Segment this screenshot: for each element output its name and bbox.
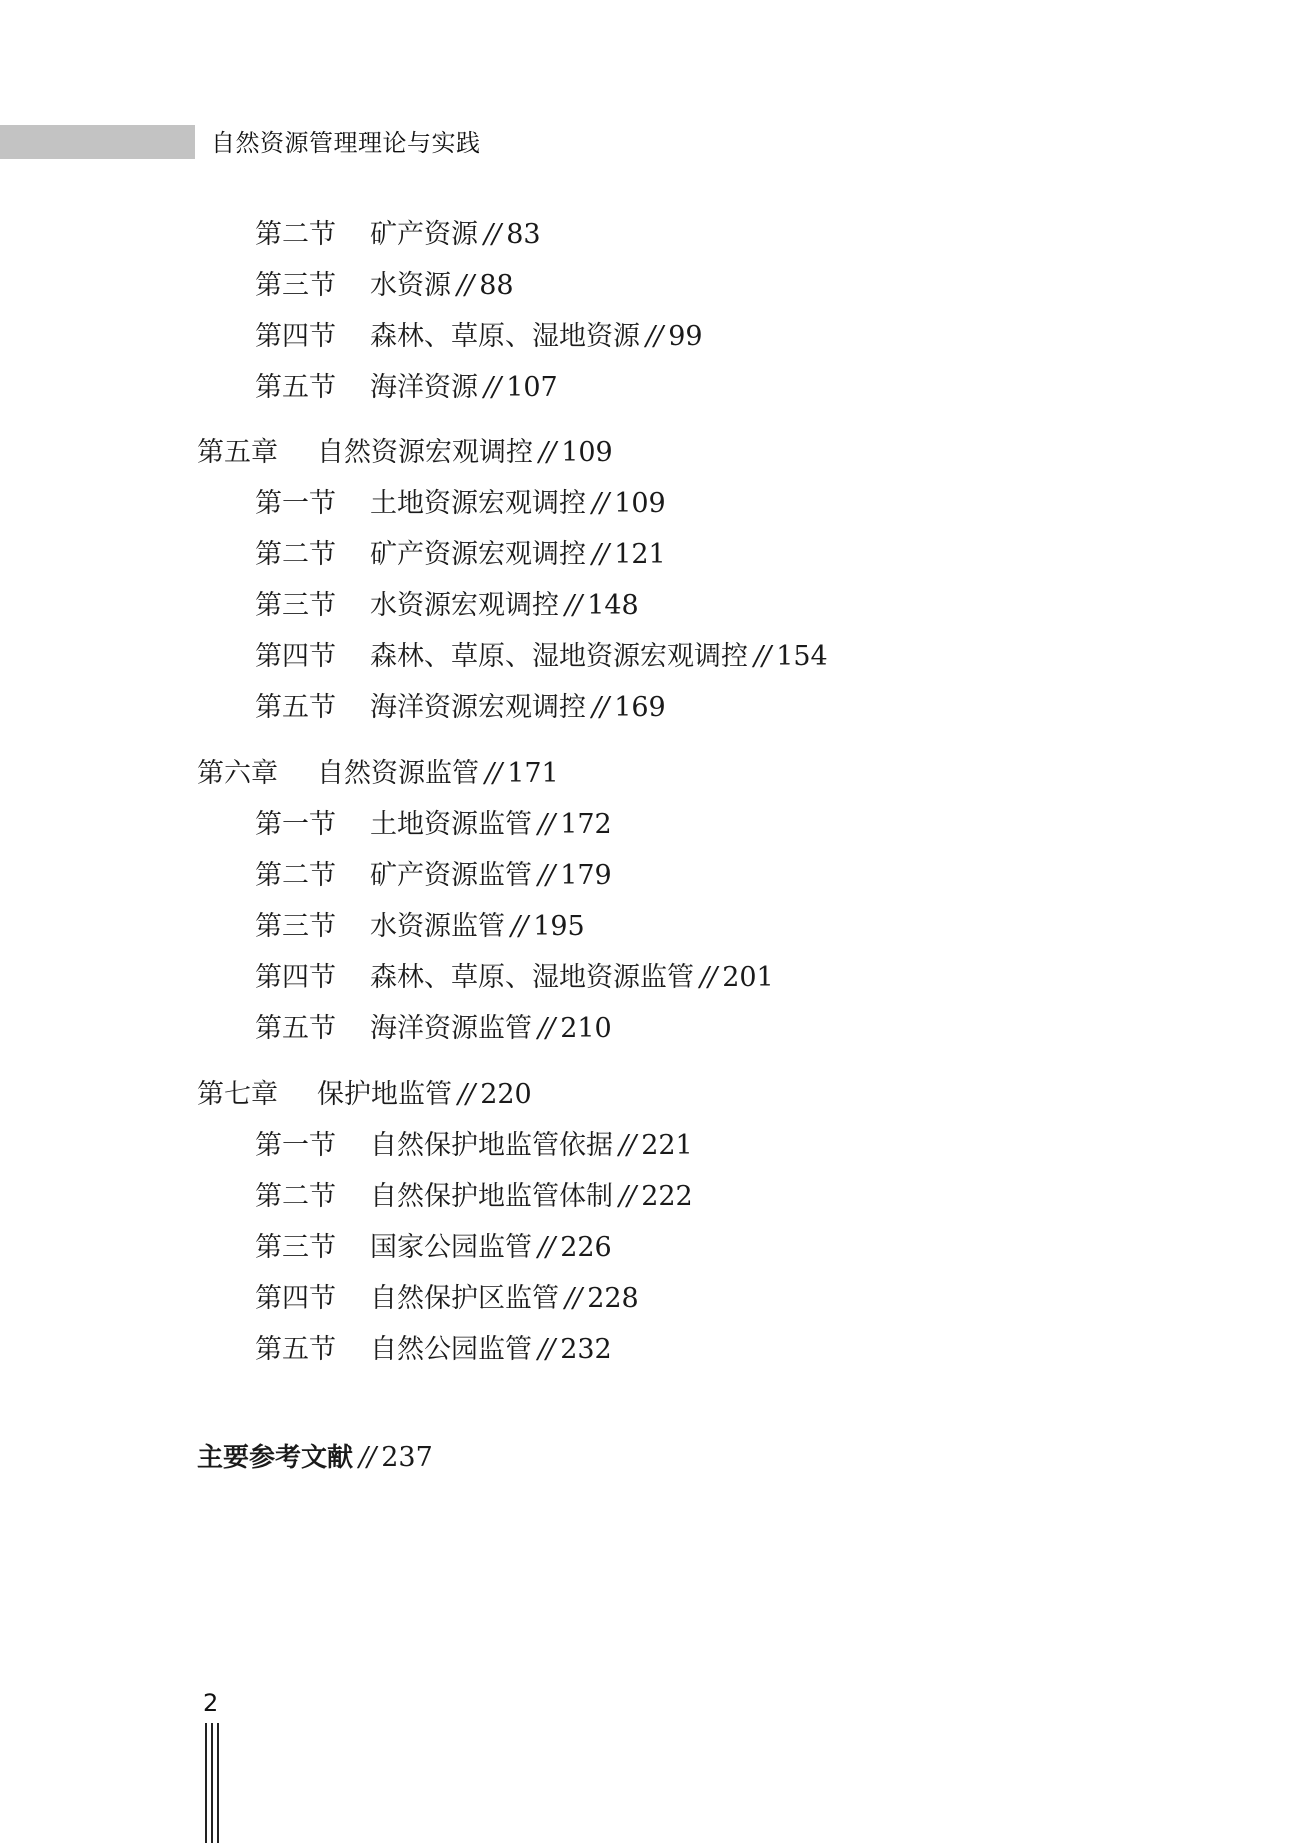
toc-entry-page: 195 — [533, 911, 585, 942]
toc-section-entry[interactable] — [255, 589, 639, 623]
toc-entry-separator: // — [538, 860, 555, 891]
toc-section-entry[interactable] — [255, 691, 666, 725]
toc-entry-label: 第四节 — [255, 962, 336, 993]
toc-entry-title: 海洋资源宏观调控 — [370, 692, 586, 723]
toc-section-entry[interactable] — [255, 1282, 639, 1316]
toc-entry-page: 109 — [614, 488, 666, 519]
toc-entry-page: 107 — [506, 372, 558, 403]
header-gray-bar — [0, 125, 195, 159]
toc-entry-separator: // — [511, 911, 528, 942]
toc-section-entry[interactable] — [255, 1129, 693, 1163]
page-edge-line — [211, 1723, 213, 1843]
toc-section-entry[interactable] — [255, 1231, 612, 1265]
toc-chapter-entry[interactable] — [197, 1078, 532, 1112]
toc-entry-title: 自然保护区监管 — [370, 1283, 559, 1314]
toc-entry-title: 主要参考文献 — [197, 1443, 354, 1473]
toc-entry-page: 99 — [668, 321, 703, 352]
toc-entry-label: 第四节 — [255, 641, 336, 672]
toc-entry-label: 第六章 — [197, 758, 278, 789]
toc-entry-page: 169 — [614, 692, 666, 723]
toc-chapter-entry[interactable] — [197, 757, 559, 791]
toc-entry-title: 水资源监管 — [370, 911, 505, 942]
toc-entry-page: 171 — [507, 758, 559, 789]
toc-entry-label: 第五章 — [197, 437, 278, 468]
toc-entry-page: 201 — [722, 962, 774, 993]
toc-section-entry[interactable] — [255, 371, 558, 405]
toc-entry-page: 179 — [560, 860, 612, 891]
toc-section-entry[interactable] — [255, 320, 703, 354]
toc-entry-label: 第二节 — [255, 860, 336, 891]
toc-entry-page: 237 — [381, 1442, 433, 1473]
toc-entry-page: 232 — [560, 1334, 612, 1365]
toc-entry-separator: // — [592, 488, 609, 519]
toc-references-entry[interactable] — [197, 1441, 433, 1475]
toc-entry-title: 保护地监管 — [317, 1079, 452, 1110]
toc-entry-label: 第五节 — [255, 692, 336, 723]
toc-entry-label: 第三节 — [255, 590, 336, 621]
toc-entry-label: 第二节 — [255, 219, 336, 250]
toc-entry-separator: // — [485, 758, 502, 789]
toc-entry-label: 第一节 — [255, 809, 336, 840]
toc-entry-label: 第四节 — [255, 321, 336, 352]
toc-entry-separator: // — [565, 1283, 582, 1314]
toc-entry-page: 121 — [614, 539, 666, 570]
toc-entry-separator: // — [539, 437, 556, 468]
toc-entry-title: 森林、草原、湿地资源 — [370, 321, 640, 352]
toc-entry-label: 第三节 — [255, 270, 336, 301]
toc-entry-page: 83 — [506, 219, 541, 250]
toc-entry-separator: // — [484, 372, 501, 403]
page-edge-line — [205, 1723, 207, 1843]
toc-entry-title: 矿产资源 — [370, 219, 478, 250]
toc-chapter-entry[interactable] — [197, 436, 613, 470]
toc-section-entry[interactable] — [255, 910, 585, 944]
toc-section-entry[interactable] — [255, 808, 612, 842]
toc-entry-page: 210 — [560, 1013, 612, 1044]
toc-section-entry[interactable] — [255, 1180, 693, 1214]
toc-entry-label: 第五节 — [255, 1013, 336, 1044]
toc-entry-separator: // — [458, 1079, 475, 1110]
toc-entry-page: 222 — [641, 1181, 693, 1212]
toc-entry-page: 221 — [641, 1130, 693, 1161]
toc-section-entry[interactable] — [255, 1012, 612, 1046]
toc-entry-title: 矿产资源宏观调控 — [370, 539, 586, 570]
toc-entry-page: 88 — [479, 270, 514, 301]
toc-entry-title: 海洋资源 — [370, 372, 478, 403]
toc-entry-label: 第四节 — [255, 1283, 336, 1314]
toc-entry-page: 148 — [587, 590, 639, 621]
toc-entry-page: 228 — [587, 1283, 639, 1314]
toc-section-entry[interactable] — [255, 269, 514, 303]
toc-entry-label: 第一节 — [255, 1130, 336, 1161]
toc-entry-label: 第三节 — [255, 1232, 336, 1263]
toc-entry-title: 自然资源监管 — [317, 758, 479, 789]
toc-entry-separator: // — [754, 641, 771, 672]
toc-entry-separator: // — [484, 219, 501, 250]
toc-entry-page: 154 — [776, 641, 828, 672]
toc-entry-separator: // — [592, 539, 609, 570]
toc-entry-separator: // — [592, 692, 609, 723]
toc-entry-title: 国家公园监管 — [370, 1232, 532, 1263]
toc-section-entry[interactable] — [255, 538, 666, 572]
toc-entry-title: 水资源 — [370, 270, 451, 301]
toc-entry-label: 第二节 — [255, 1181, 336, 1212]
toc-entry-label: 第七章 — [197, 1079, 278, 1110]
toc-section-entry[interactable] — [255, 1333, 612, 1367]
toc-entry-title: 森林、草原、湿地资源监管 — [370, 962, 694, 993]
toc-entry-title: 森林、草原、湿地资源宏观调控 — [370, 641, 748, 672]
toc-entry-label: 第五节 — [255, 372, 336, 403]
toc-entry-label: 第一节 — [255, 488, 336, 519]
toc-entry-separator: // — [700, 962, 717, 993]
toc-entry-separator: // — [538, 1232, 555, 1263]
toc-entry-separator: // — [619, 1181, 636, 1212]
toc-entry-separator: // — [565, 590, 582, 621]
toc-section-entry[interactable] — [255, 487, 666, 521]
toc-entry-label: 第五节 — [255, 1334, 336, 1365]
toc-entry-title: 矿产资源监管 — [370, 860, 532, 891]
toc-entry-title: 海洋资源监管 — [370, 1013, 532, 1044]
toc-entry-separator: // — [538, 1013, 555, 1044]
toc-entry-title: 自然公园监管 — [370, 1334, 532, 1365]
toc-entry-label: 第三节 — [255, 911, 336, 942]
toc-entry-title: 自然资源宏观调控 — [317, 437, 533, 468]
toc-section-entry[interactable] — [255, 859, 612, 893]
toc-entry-separator: // — [538, 1334, 555, 1365]
toc-entry-page: 172 — [560, 809, 612, 840]
toc-entry-separator: // — [619, 1130, 636, 1161]
page-number: 2 — [203, 1689, 219, 1717]
toc-entry-separator: // — [646, 321, 663, 352]
toc-entry-title: 自然保护地监管依据 — [370, 1130, 613, 1161]
toc-section-entry[interactable] — [255, 640, 828, 674]
toc-entry-page: 226 — [560, 1232, 612, 1263]
toc-entry-title: 土地资源宏观调控 — [370, 488, 586, 519]
toc-entry-separator: // — [359, 1442, 376, 1473]
toc-entry-title: 水资源宏观调控 — [370, 590, 559, 621]
toc-section-entry[interactable] — [255, 218, 541, 252]
toc-entry-separator: // — [538, 809, 555, 840]
toc-entry-label: 第二节 — [255, 539, 336, 570]
toc-section-entry[interactable] — [255, 961, 774, 995]
running-header-title: 自然资源管理理论与实践 — [211, 129, 481, 157]
toc-entry-title: 土地资源监管 — [370, 809, 532, 840]
toc-entry-page: 109 — [561, 437, 613, 468]
toc-entry-page: 220 — [480, 1079, 532, 1110]
toc-entry-title: 自然保护地监管体制 — [370, 1181, 613, 1212]
page-edge-line — [217, 1723, 219, 1843]
toc-entry-separator: // — [457, 270, 474, 301]
